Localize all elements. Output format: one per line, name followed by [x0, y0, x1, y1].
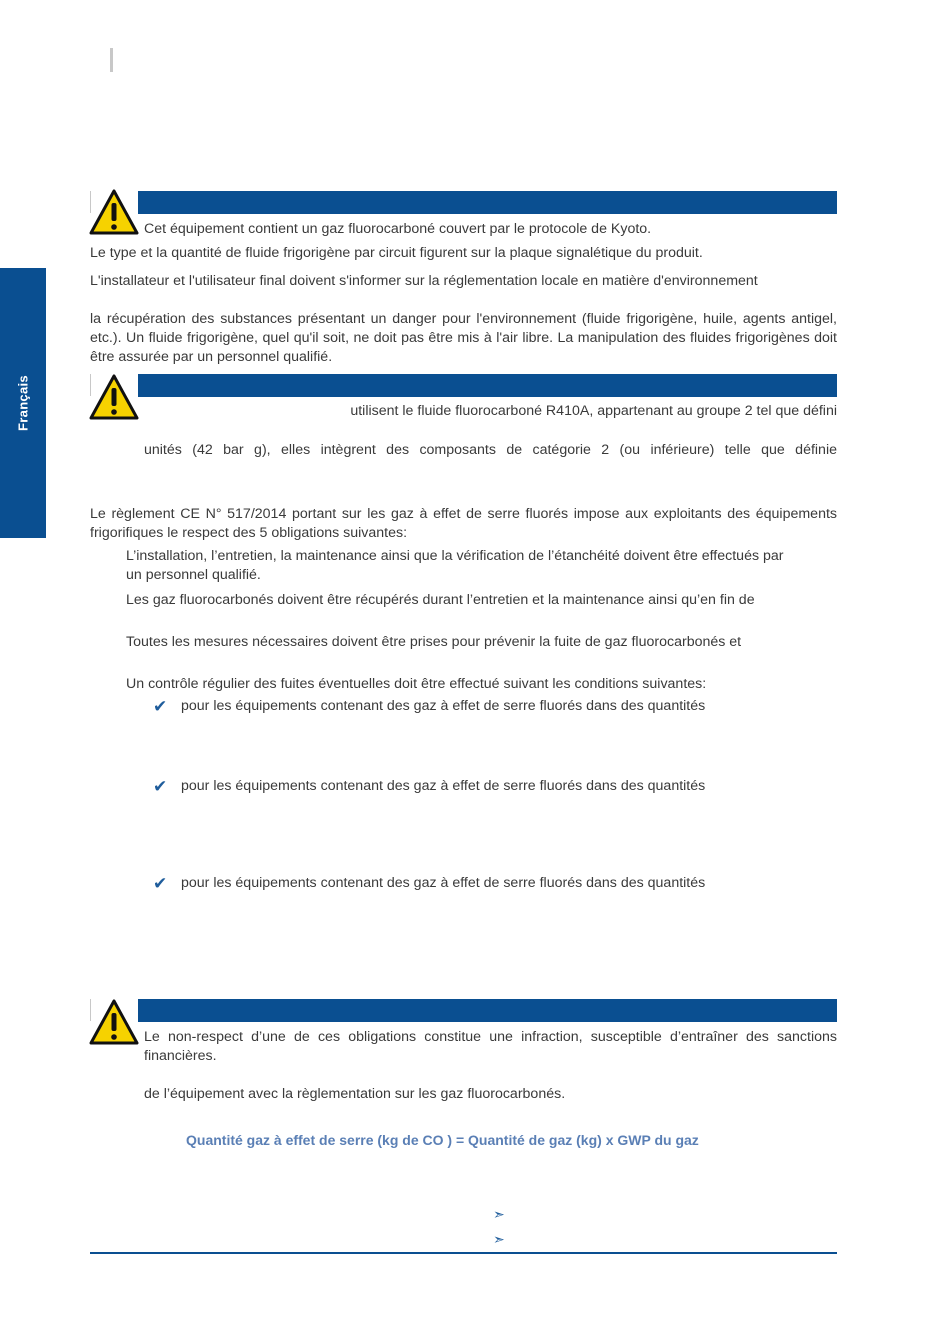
- language-tab: [0, 268, 46, 538]
- arrow-right-icon: ➣: [493, 1206, 505, 1222]
- warning-triangle-icon: [89, 189, 139, 235]
- obligation-item: Toutes les mesures nécessaires doivent être prises pour prévenir la fuite de gaz fluorocarbonés et: [126, 634, 742, 650]
- language-tab-label: Français: [15, 375, 31, 431]
- obligation-item: Un contrôle régulier des fuites éventuelles doit être effectué suivant les conditions suivantes:: [126, 676, 707, 692]
- checkmark-icon: ✔: [153, 777, 168, 796]
- checkmark-icon: ✔: [153, 697, 168, 716]
- regulation-intro: Le règlement CE N° 517/2014 portant sur les gaz à effet de serre fluorés impose aux exploitants des équipements frigorifiques le respect des 5 obligations suivantes:: [90, 506, 837, 541]
- sanctions-paragraph: Le non-respect d’une de ces obligations constitue une infraction, susceptible d’entraîner des sanctions financières.: [144, 1029, 837, 1064]
- obligation-item: Les gaz fluorocarbonés doivent être récupérés durant l’entretien et la maintenance ainsi qu’en fin de: [126, 592, 755, 608]
- footer-rule: [90, 1252, 837, 1254]
- page-marker: [110, 48, 113, 72]
- leak-check-condition: pour les équipements contenant des gaz à effet de serre fluorés dans des quantités: [181, 698, 706, 714]
- ghg-formula: Quantité gaz à effet de serre (kg de CO ) = Quantité de gaz (kg) x GWP du gaz: [186, 1132, 699, 1148]
- refrigerant-type-notice: Le type et la quantité de fluide frigorigène par circuit figurent sur la plaque signalétique du produit.: [90, 245, 703, 261]
- obligation-item: L’installation, l’entretien, la maintenance ainsi que la vérification de l’étanchéité doivent être effectués par un personnel qualifié.: [126, 548, 784, 583]
- kyoto-notice: Cet équipement contient un gaz fluorocarboné couvert par le protocole de Kyoto.: [144, 221, 652, 237]
- section-header-bar: [138, 999, 837, 1022]
- section-header-bar: [138, 374, 837, 397]
- recovery-paragraph: la récupération des substances présentant un danger pour l'environnement (fluide frigorigène, huile, agents antigel, etc.). Un fluide frigorigène, quel qu'il soit, ne doit pas être mis à l'air libre. La manipulation des fluides frigorigènes doit être assurée par un personnel qualifié.: [90, 311, 837, 365]
- checkmark-icon: ✔: [153, 874, 168, 893]
- pressure-notice: unités (42 bar g), elles intègrent des composants de catégorie 2 (ou inférieure) telle que définie: [144, 442, 837, 458]
- compliance-notice: de l’équipement avec la règlementation sur les gaz fluorocarbonés.: [144, 1086, 566, 1102]
- arrow-right-icon: ➣: [493, 1231, 505, 1247]
- section-header-bar: [138, 191, 837, 214]
- leak-check-condition: pour les équipements contenant des gaz à effet de serre fluorés dans des quantités: [181, 875, 706, 891]
- leak-check-condition: pour les équipements contenant des gaz à effet de serre fluorés dans des quantités: [181, 778, 706, 794]
- warning-triangle-icon: [89, 999, 139, 1045]
- warning-triangle-icon: [89, 374, 139, 420]
- regulation-notice: L'installateur et l'utilisateur final doivent s'informer sur la réglementation locale en matière d'environnement: [90, 273, 758, 289]
- r410a-notice: utilisent le fluide fluorocarboné R410A, appartenant au groupe 2 tel que défini: [350, 403, 837, 419]
